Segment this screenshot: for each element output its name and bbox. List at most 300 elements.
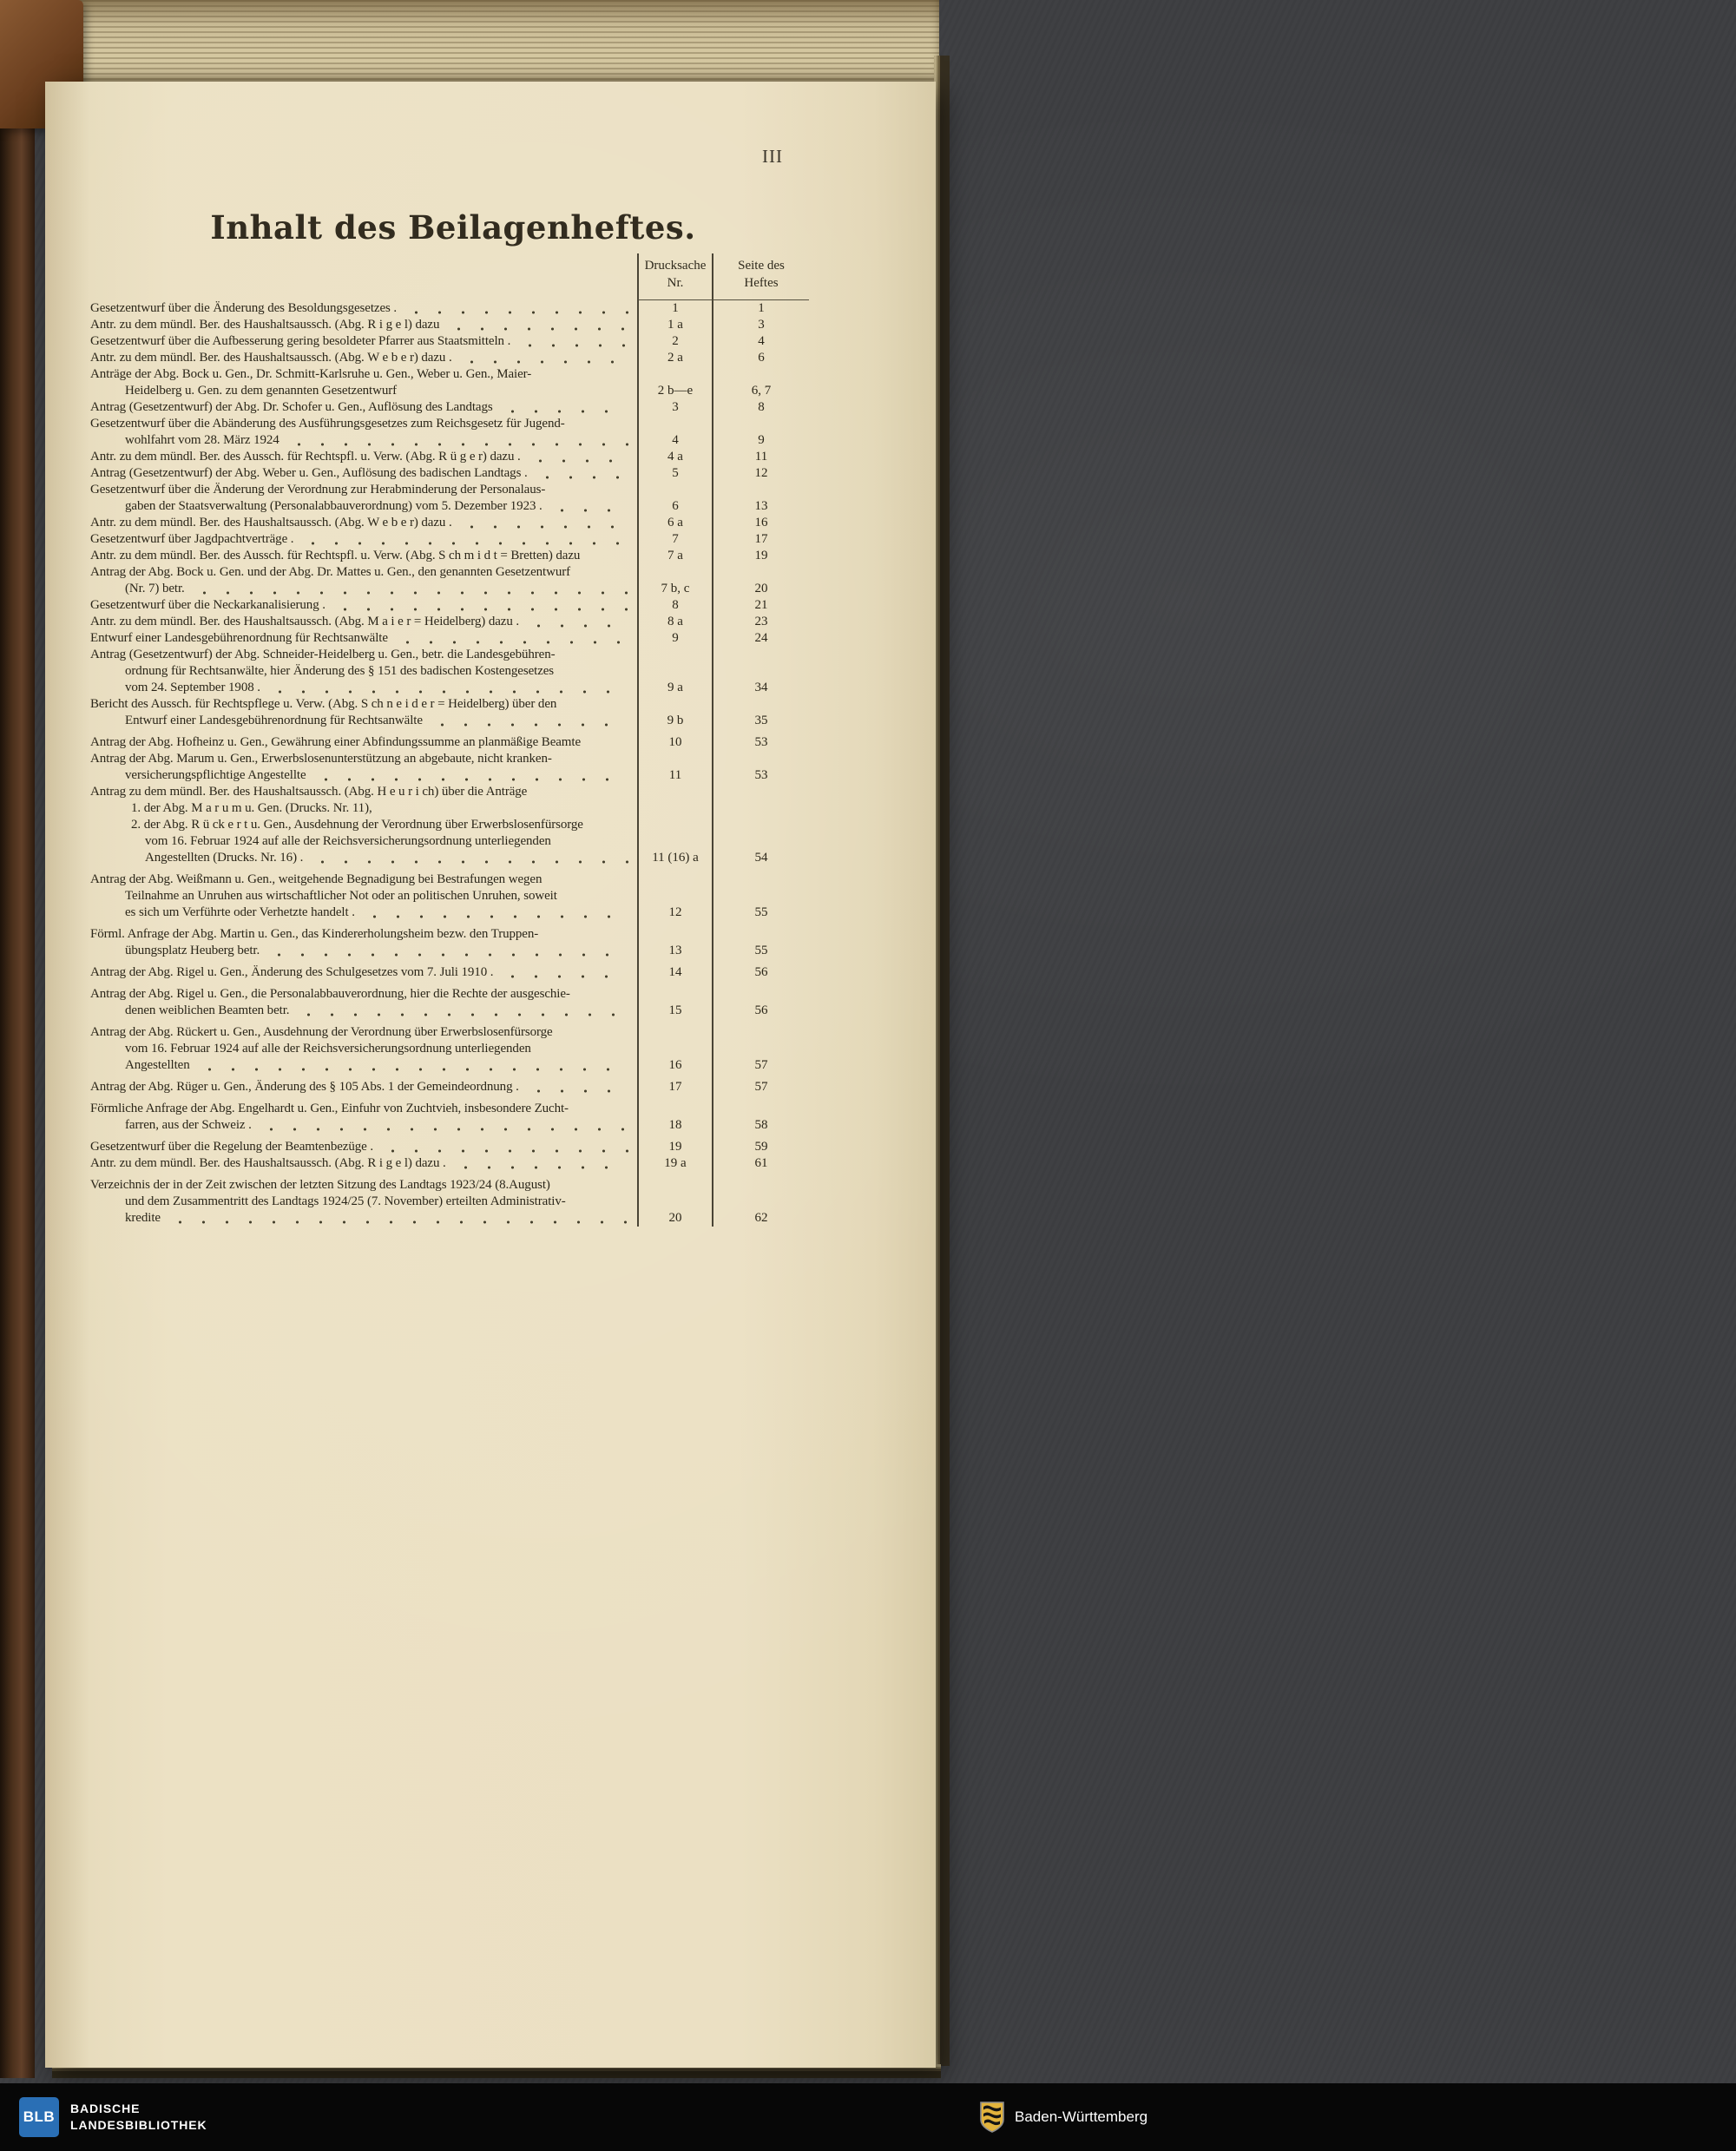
toc-entry-text-cell (90, 729, 637, 751)
dot-leader (573, 416, 628, 432)
toc-row (90, 921, 809, 943)
dot-leader (380, 800, 628, 817)
toc-entry-text-cell (90, 515, 637, 531)
toc-entry-drucksache-nr (637, 663, 712, 680)
toc-entry-seite: 21 (712, 597, 809, 614)
toc-row (90, 1019, 809, 1041)
toc-entry-drucksache-nr (637, 366, 712, 383)
toc-row (90, 1210, 809, 1227)
toc-entry-text-cell (90, 399, 637, 416)
toc-entry-text-cell (90, 663, 637, 680)
toc-entry-text: Antrag der Abg. Hofheinz u. Gen., Gewährung einer Abfindungssumme an planmäßige Beamte (90, 735, 581, 749)
toc-entry-text: Antrag der Abg. Bock u. Gen. und der Abg. Dr. Mattes u. Gen., den genannten Gesetzentwurf (90, 565, 571, 579)
toc-entry-seite (712, 921, 809, 943)
toc-entry-text: Entwurf einer Landesgebührenordnung für Rechtsanwälte (125, 714, 423, 727)
dot-leader (297, 1003, 628, 1019)
toc-row (90, 1041, 809, 1057)
toc-row (90, 630, 809, 647)
toc-entry-drucksache-nr: 2 a (637, 350, 712, 366)
toc-entry-text: Antr. zu dem mündl. Ber. des Haushaltsaussch. (Abg. W e b e r) dazu . (90, 351, 452, 365)
toc-table (90, 253, 809, 1227)
toc-entry-seite: 3 (712, 317, 809, 333)
toc-row (90, 1134, 809, 1155)
dot-leader (578, 564, 628, 581)
toc-entry-drucksache-nr: 11 (637, 767, 712, 784)
toc-row (90, 1194, 809, 1210)
toc-entry-drucksache-nr (637, 416, 712, 432)
dot-leader (460, 350, 628, 366)
toc-entry-text: Förmliche Anfrage der Abg. Engelhardt u. Gen., Einfuhr von Zuchtvieh, insbesondere Zucht- (90, 1102, 569, 1115)
toc-entry-drucksache-nr: 5 (637, 465, 712, 482)
toc-entry-seite: 17 (712, 531, 809, 548)
toc-entry-drucksache-nr (637, 1095, 712, 1117)
toc-entry-text-cell (90, 614, 637, 630)
toc-entry-seite (712, 1095, 809, 1117)
toc-entry-seite: 19 (712, 548, 809, 564)
dot-leader (553, 482, 628, 498)
toc-row (90, 767, 809, 784)
toc-entry-text: Entwurf einer Landesgebührenordnung für Rechtsanwälte (90, 631, 388, 645)
toc-entry-seite (712, 866, 809, 888)
toc-entry-text-cell (90, 548, 637, 564)
dot-leader (529, 449, 628, 465)
toc-entry-drucksache-nr (637, 800, 712, 817)
book-spine (0, 0, 35, 2078)
toc-entry-drucksache-nr: 6 (637, 498, 712, 515)
toc-entry-text-cell (90, 498, 637, 515)
toc-entry-seite (712, 1041, 809, 1057)
dot-leader (588, 548, 628, 564)
toc-entry-text: Heidelberg u. Gen. zu dem genannten Gesetzentwurf (125, 384, 398, 398)
toc-entry-drucksache-nr (637, 921, 712, 943)
toc-entry-seite: 20 (712, 581, 809, 597)
toc-entry-drucksache-nr (637, 817, 712, 833)
toc-row (90, 696, 809, 713)
dot-leader (560, 751, 628, 767)
toc-entry-text-cell (90, 366, 637, 383)
dot-leader (539, 1041, 628, 1057)
toc-row (90, 548, 809, 564)
toc-entry-text-cell (90, 630, 637, 647)
toc-row (90, 432, 809, 449)
toc-entry-text-cell (90, 800, 637, 817)
toc-row (90, 959, 809, 981)
toc-row (90, 866, 809, 888)
toc-entry-seite: 55 (712, 943, 809, 959)
toc-entry-seite: 13 (712, 498, 809, 515)
toc-entry-text: Gesetzentwurf über Jagdpachtverträge . (90, 532, 294, 546)
toc-entry-drucksache-nr: 2 (637, 333, 712, 350)
dot-leader (168, 1210, 628, 1227)
toc-entry-drucksache-nr (637, 784, 712, 800)
toc-entry-seite (712, 647, 809, 663)
toc-row (90, 531, 809, 548)
toc-entry-drucksache-nr: 16 (637, 1057, 712, 1074)
toc-entry-text-cell (90, 383, 637, 399)
toc-entry-text-cell (90, 680, 637, 696)
dot-leader (564, 696, 628, 713)
toc-entry-seite (712, 564, 809, 581)
toc-entry-drucksache-nr (637, 1172, 712, 1194)
toc-title: Inhalt des Beilagenheftes. (210, 208, 696, 247)
toc-entry-seite: 9 (712, 432, 809, 449)
blb-logo-badge: BLB (19, 2097, 59, 2137)
toc-entry-text: Antrag der Abg. Weißmann u. Gen., weitgehende Begnadigung bei Bestrafungen wegen (90, 872, 542, 886)
dot-leader (576, 1101, 628, 1117)
page-number: III (762, 146, 783, 167)
toc-entry-text-cell (90, 432, 637, 449)
toc-entry-text: es sich um Verführte oder Verhetzte handelt . (125, 905, 355, 919)
toc-entry-drucksache-nr: 14 (637, 959, 712, 981)
dot-leader (267, 943, 628, 959)
toc-entry-text-cell (90, 696, 637, 713)
toc-entry-seite (712, 833, 809, 850)
toc-row (90, 383, 809, 399)
toc-entry-seite: 6 (712, 350, 809, 366)
col-header-seite-line1: Seite des (738, 259, 785, 273)
dot-leader (301, 531, 628, 548)
toc-row (90, 515, 809, 531)
toc-entry-seite (712, 663, 809, 680)
toc-entry-drucksache-nr: 13 (637, 943, 712, 959)
toc-entry-text-cell (90, 300, 637, 317)
toc-entry-seite: 4 (712, 333, 809, 350)
toc-entry-drucksache-nr (637, 833, 712, 850)
toc-row (90, 1095, 809, 1117)
toc-entry-drucksache-nr: 4 a (637, 449, 712, 465)
toc-entry-drucksache-nr (637, 866, 712, 888)
toc-entry-text-cell (90, 959, 637, 981)
toc-row (90, 680, 809, 696)
toc-row (90, 833, 809, 850)
dot-leader (562, 663, 628, 680)
toc-row (90, 647, 809, 663)
dot-leader (565, 888, 628, 904)
toc-row (90, 482, 809, 498)
toc-entry-text: Antrag der Abg. Rigel u. Gen., die Personalabbauverordnung, hier die Rechte der ausgeschie- (90, 987, 570, 1001)
toc-entry-text: Antrag der Abg. Rückert u. Gen., Ausdehnung der Verordnung über Erwerbslosenfürsorge (90, 1025, 553, 1039)
toc-entry-seite (712, 981, 809, 1003)
toc-entry-drucksache-nr: 9 b (637, 713, 712, 729)
toc-entry-text: Antrag zu dem mündl. Ber. des Haushaltsaussch. (Abg. H e u r i ch) über die Anträge (90, 785, 528, 799)
toc-entry-text: (Nr. 7) betr. (125, 582, 185, 595)
toc-entry-text: Gesetzentwurf über die Änderung der Verordnung zur Herabminderung der Personalaus- (90, 483, 546, 497)
blb-wordmark-line2: LANDESBIBLIOTHEK (70, 2118, 207, 2132)
toc-entry-text: wohlfahrt vom 28. März 1924 (125, 433, 279, 447)
dot-leader (558, 1177, 628, 1194)
blb-wordmark-line1: BADISCHE (70, 2102, 141, 2116)
toc-entry-drucksache-nr: 15 (637, 1003, 712, 1019)
toc-entry-drucksache-nr: 19 (637, 1134, 712, 1155)
toc-entry-seite (712, 817, 809, 833)
toc-entry-drucksache-nr: 10 (637, 729, 712, 751)
toc-entry-seite: 35 (712, 713, 809, 729)
toc-entry-seite: 59 (712, 1134, 809, 1155)
toc-entry-text-cell (90, 465, 637, 482)
toc-entry-drucksache-nr (637, 696, 712, 713)
toc-entry-text: vom 16. Februar 1924 auf alle der Reichsversicherungsordnung unterliegenden (125, 1042, 531, 1056)
dot-leader (527, 1079, 628, 1095)
col-header-seite (712, 253, 809, 300)
toc-row (90, 581, 809, 597)
toc-entry-text-cell (90, 713, 637, 729)
toc-row (90, 449, 809, 465)
toc-entry-text: Gesetzentwurf über die Regelung der Beamtenbezüge . (90, 1140, 374, 1154)
toc-row (90, 300, 809, 317)
toc-entry-text-cell (90, 817, 637, 833)
col-header-drucksache-line1: Drucksache (644, 259, 707, 273)
dot-leader (404, 300, 628, 317)
toc-entry-seite: 56 (712, 959, 809, 981)
toc-entry-text: Antrag (Gesetzentwurf) der Abg. Dr. Schofer u. Gen., Auflösung des Landtags (90, 400, 493, 414)
toc-row (90, 981, 809, 1003)
scan-page (45, 82, 936, 2068)
dot-leader (574, 1194, 628, 1210)
bw-crest-icon (979, 2101, 1005, 2134)
dot-leader (561, 1024, 628, 1041)
toc-entry-seite: 61 (712, 1155, 809, 1172)
toc-entry-seite: 16 (712, 515, 809, 531)
dot-leader (454, 1155, 628, 1172)
toc-entry-drucksache-nr: 7 b, c (637, 581, 712, 597)
toc-row (90, 614, 809, 630)
toc-entry-text-cell (90, 482, 637, 498)
toc-entry-seite (712, 1194, 809, 1210)
col-header-drucksache-nr (637, 253, 712, 300)
dot-leader (549, 872, 628, 888)
toc-entry-text: Verzeichnis der in der Zeit zwischen der letzten Sitzung des Landtags 1923/24 (8.August) (90, 1178, 550, 1192)
page-stack-right-edge (934, 56, 950, 2066)
toc-entry-text: Gesetzentwurf über die Aufbesserung gering besoldeter Pfarrer aus Staatsmitteln . (90, 334, 511, 348)
toc-entry-drucksache-nr (637, 888, 712, 904)
toc-entry-drucksache-nr: 7 (637, 531, 712, 548)
toc-entry-text: Antrag der Abg. Rigel u. Gen., Änderung des Schulgesetzes vom 7. Juli 1910 . (90, 965, 494, 979)
dot-leader (268, 680, 628, 696)
toc-entry-text: und dem Zusammentritt des Landtags 1924/25 (7. November) erteilten Administrativ- (125, 1194, 566, 1208)
toc-entry-text-cell (90, 751, 637, 767)
dot-leader (535, 784, 628, 800)
toc-entry-text-cell (90, 1210, 637, 1227)
toc-row (90, 943, 809, 959)
toc-entry-seite (712, 1172, 809, 1194)
dot-leader (578, 986, 628, 1003)
footer-bar (0, 2083, 1736, 2151)
toc-row (90, 888, 809, 904)
toc-entry-seite: 11 (712, 449, 809, 465)
toc-row (90, 399, 809, 416)
toc-entry-text: Antr. zu dem mündl. Ber. des Aussch. für Rechtspfl. u. Verw. (Abg. R ü g e r) dazu . (90, 450, 521, 464)
toc-entry-seite (712, 1019, 809, 1041)
dot-leader (591, 817, 628, 833)
blb-logo[interactable] (19, 2097, 207, 2137)
toc-row (90, 904, 809, 921)
toc-entry-text: Gesetzentwurf über die Änderung des Besoldungsgesetzes . (90, 301, 398, 315)
toc-entry-seite: 58 (712, 1117, 809, 1134)
toc-entry-drucksache-nr: 11 (16) a (637, 850, 712, 866)
dot-leader (518, 333, 628, 350)
toc-entry-text: übungsplatz Heuberg betr. (125, 944, 260, 957)
toc-entry-seite: 57 (712, 1057, 809, 1074)
toc-entry-drucksache-nr: 18 (637, 1117, 712, 1134)
toc-entry-text-cell (90, 581, 637, 597)
toc-entry-text-cell (90, 1134, 637, 1155)
toc-entry-drucksache-nr: 3 (637, 399, 712, 416)
toc-row (90, 366, 809, 383)
toc-entry-text: Antr. zu dem mündl. Ber. des Haushaltsaussch. (Abg. M a i e r = Heidelberg) dazu . (90, 615, 520, 628)
toc-entry-seite (712, 366, 809, 383)
toc-row (90, 564, 809, 581)
toc-entry-text: Antrag der Abg. Marum u. Gen., Erwerbslosenunterstützung an abgebaute, nicht kranken- (90, 752, 552, 766)
dot-leader (546, 926, 628, 943)
dot-leader (447, 317, 628, 333)
toc-row (90, 333, 809, 350)
toc-entry-text-cell (90, 1003, 637, 1019)
toc-entry-text: Gesetzentwurf über die Abänderung des Ausführungsgesetzes zum Reichsgesetz für Jugend- (90, 417, 565, 431)
dot-leader (193, 581, 628, 597)
dot-leader (539, 366, 628, 383)
toc-entry-text: Teilnahme an Unruhen aus wirtschaftlicher Not oder an politischen Unruhen, soweit (125, 889, 557, 903)
toc-entry-text: farren, aus der Schweiz . (125, 1118, 252, 1132)
dot-leader (550, 498, 628, 515)
book-top-page-edges (26, 0, 939, 83)
blb-wordmark (70, 2101, 207, 2134)
toc-entry-text-cell (90, 449, 637, 465)
toc-entry-text: Angestellten (125, 1058, 190, 1072)
toc-entry-seite (712, 800, 809, 817)
toc-entry-seite: 62 (712, 1210, 809, 1227)
toc-entry-text: gaben der Staatsverwaltung (Personalabbauverordnung) vom 5. Dezember 1923 . (125, 499, 542, 513)
toc-row (90, 713, 809, 729)
toc-entry-text-cell (90, 647, 637, 663)
toc-entry-text: 2. der Abg. R ü ck e r t u. Gen., Ausdehnung der Verordnung über Erwerbslosenfürsorge (131, 818, 583, 832)
toc-entry-text: kredite (125, 1211, 161, 1225)
toc-row (90, 817, 809, 833)
toc-row (90, 1117, 809, 1134)
toc-row (90, 729, 809, 751)
toc-entry-text: denen weiblichen Beamten betr. (125, 1003, 290, 1017)
toc-entry-text-cell (90, 564, 637, 581)
toc-entry-text-cell (90, 784, 637, 800)
toc-entry-text: Antrag (Gesetzentwurf) der Abg. Weber u. Gen., Auflösung des badischen Landtags . (90, 466, 528, 480)
toc-entry-drucksache-nr: 1 (637, 300, 712, 317)
toc-entry-drucksache-nr: 19 a (637, 1155, 712, 1172)
toc-entry-drucksache-nr: 9 (637, 630, 712, 647)
toc-entry-seite (712, 416, 809, 432)
toc-row (90, 1172, 809, 1194)
toc-entry-drucksache-nr: 2 b—e (637, 383, 712, 399)
toc-entry-text-cell (90, 866, 637, 888)
dot-leader (589, 734, 628, 751)
toc-entry-drucksache-nr: 4 (637, 432, 712, 449)
dot-leader (396, 630, 628, 647)
toc-row (90, 1155, 809, 1172)
toc-entry-text-cell (90, 833, 637, 850)
toc-entry-drucksache-nr (637, 482, 712, 498)
toc-entry-text: Antr. zu dem mündl. Ber. des Haushaltsaussch. (Abg. W e b e r) dazu . (90, 516, 452, 530)
toc-entry-drucksache-nr (637, 981, 712, 1003)
toc-entry-text: Anträge der Abg. Bock u. Gen., Dr. Schmitt-Karlsruhe u. Gen., Weber u. Gen., Maier- (90, 367, 532, 381)
toc-entry-text: 1. der Abg. M a r u m u. Gen. (Drucks. Nr. 11), (131, 801, 372, 815)
toc-entry-text-cell (90, 904, 637, 921)
toc-entry-seite: 53 (712, 729, 809, 751)
toc-row (90, 597, 809, 614)
toc-entry-text: vom 16. Februar 1924 auf alle der Reichsversicherungsordnung unterliegenden (145, 834, 551, 848)
toc-header-spacer (90, 253, 637, 300)
toc-entry-text-cell (90, 1194, 637, 1210)
toc-entry-text-cell (90, 1057, 637, 1074)
toc-entry-text: Antrag der Abg. Rüger u. Gen., Änderung des § 105 Abs. 1 der Gemeindeordnung . (90, 1080, 519, 1094)
toc-row (90, 1057, 809, 1074)
toc-entry-seite: 6, 7 (712, 383, 809, 399)
toc-row (90, 850, 809, 866)
col-header-seite-line2: Heftes (744, 276, 779, 291)
toc-entry-text: Gesetzentwurf über die Neckarkanalisierung . (90, 598, 326, 612)
toc-entry-text-cell (90, 1074, 637, 1095)
dot-leader (501, 964, 628, 981)
toc-entry-seite (712, 888, 809, 904)
toc-entry-text: Antr. zu dem mündl. Ber. des Haushaltsaussch. (Abg. R i g e l) dazu . (90, 1156, 446, 1170)
toc-entry-seite: 24 (712, 630, 809, 647)
dot-leader (314, 767, 628, 784)
dot-leader (287, 432, 628, 449)
toc-entry-drucksache-nr (637, 647, 712, 663)
toc-entry-drucksache-nr (637, 1194, 712, 1210)
toc-entry-text-cell (90, 943, 637, 959)
toc-entry-text-cell (90, 531, 637, 548)
toc-entry-drucksache-nr: 12 (637, 904, 712, 921)
toc-row (90, 751, 809, 767)
toc-entry-seite (712, 696, 809, 713)
toc-entry-text-cell (90, 767, 637, 784)
bw-logo[interactable] (979, 2083, 1147, 2151)
toc-entry-drucksache-nr: 6 a (637, 515, 712, 531)
toc-entry-text: Antrag (Gesetzentwurf) der Abg. Schneider-Heidelberg u. Gen., betr. die Landesgebühren- (90, 648, 556, 661)
toc-entry-drucksache-nr: 8 (637, 597, 712, 614)
toc-entry-seite: 8 (712, 399, 809, 416)
toc-entry-drucksache-nr: 1 a (637, 317, 712, 333)
toc-entry-text: Bericht des Aussch. für Rechtspflege u. Verw. (Abg. S ch n e i d e r = Heidelberg) über den (90, 697, 557, 711)
toc-entry-text-cell (90, 850, 637, 866)
dot-leader (198, 1057, 628, 1074)
toc-row (90, 1074, 809, 1095)
toc-entry-text: Förml. Anfrage der Abg. Martin u. Gen., das Kindererholungsheim bezw. den Truppen- (90, 927, 539, 941)
toc-entry-text: Antr. zu dem mündl. Ber. des Haushaltsaussch. (Abg. R i g e l) dazu (90, 318, 440, 332)
col-header-drucksache-line2: Nr. (667, 276, 684, 291)
toc-entry-text-cell (90, 981, 637, 1003)
toc-entry-seite: 34 (712, 680, 809, 696)
toc-entry-drucksache-nr (637, 1041, 712, 1057)
dot-leader (404, 383, 628, 399)
toc-entry-text-cell (90, 350, 637, 366)
toc-entry-drucksache-nr: 9 a (637, 680, 712, 696)
dot-leader (460, 515, 628, 531)
dot-leader (527, 614, 628, 630)
toc-entry-drucksache-nr: 7 a (637, 548, 712, 564)
toc-entry-text-cell (90, 597, 637, 614)
dot-leader (559, 833, 628, 850)
dot-leader (333, 597, 628, 614)
toc-row (90, 663, 809, 680)
toc-entry-text-cell (90, 1155, 637, 1172)
toc-row (90, 465, 809, 482)
toc-entry-text: Angestellten (Drucks. Nr. 16) . (145, 851, 304, 865)
toc-entry-seite (712, 482, 809, 498)
toc-row (90, 416, 809, 432)
dot-leader (363, 904, 628, 921)
toc-rows (90, 300, 809, 1227)
toc-entry-drucksache-nr: 8 a (637, 614, 712, 630)
toc-entry-text: Antr. zu dem mündl. Ber. des Aussch. für Rechtspfl. u. Verw. (Abg. S ch m i d t = Bretten) dazu (90, 549, 581, 562)
